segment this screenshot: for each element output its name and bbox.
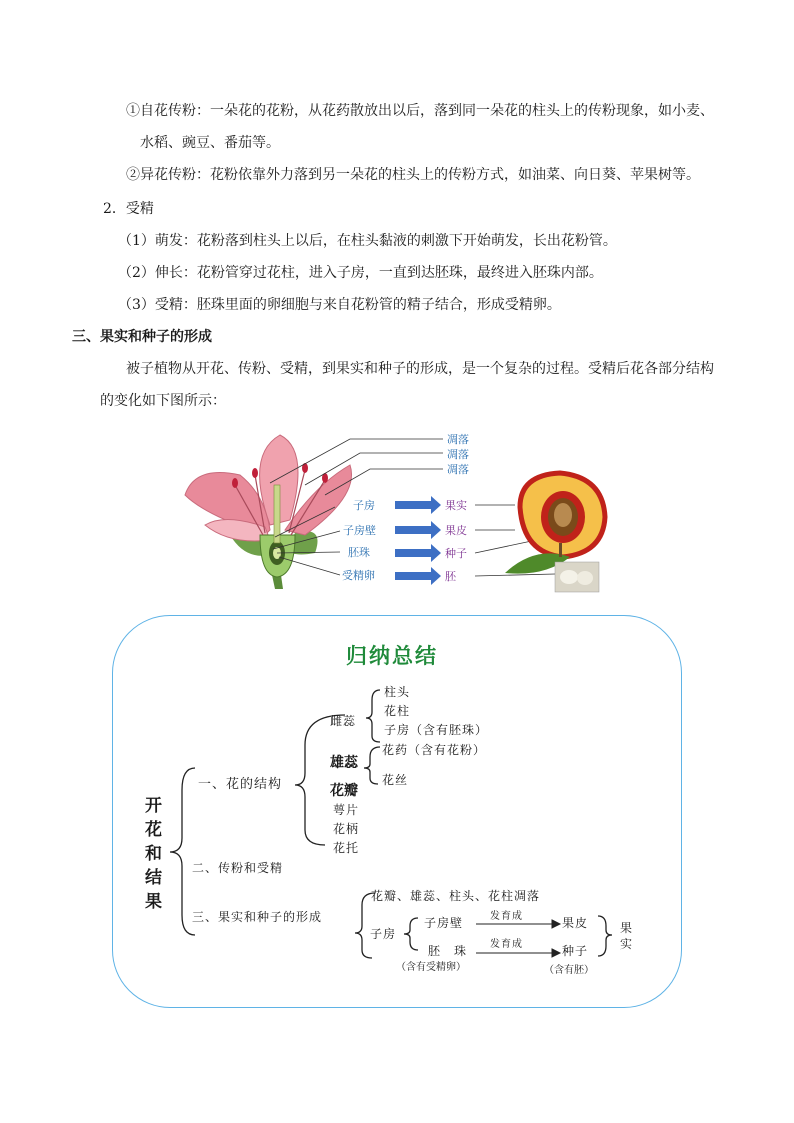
peel-node: 果皮 <box>562 916 589 930</box>
seed-note: （含有胚） <box>544 965 594 976</box>
wither-label: 凋落 <box>447 448 469 461</box>
fertilization-step-elongate: （2）伸长：花粉管穿过花柱，进入子房，一直到达胚珠，最终进入胚珠内部。 <box>118 265 603 281</box>
label-seed: 种子 <box>445 547 467 560</box>
branch-pollination: 二、传粉和受精 <box>192 861 284 875</box>
ovule-note: （含有受精卵） <box>396 962 466 973</box>
branch-fruit-seed: 三、果实和种子的形成 <box>192 910 323 924</box>
fruit-char: 果 <box>620 921 634 935</box>
pistil-label: 雌蕊 <box>330 714 357 728</box>
root-char: 果 <box>145 892 162 912</box>
label-ovary-wall: 子房壁 <box>343 524 376 537</box>
root-char: 开 <box>145 796 162 816</box>
develop-label: 发育成 <box>490 939 523 950</box>
ovule-node: 胚 珠 <box>428 944 468 958</box>
wither-label: 凋落 <box>447 433 469 446</box>
summary-title: 归纳总结 <box>346 643 438 668</box>
other-part: 花柄 <box>333 822 360 836</box>
seed-node: 种子 <box>562 944 589 958</box>
fertilization-heading: 2．受精 <box>103 201 154 217</box>
stamen-label: 雄蕊 <box>330 755 358 771</box>
section-3-heading: 三、果实和种子的形成 <box>72 329 212 345</box>
root-char: 花 <box>145 820 162 840</box>
cross-pollination: ②异花传粉：花粉依靠外力落到另一朵花的柱头上的传粉方式，如油菜、向日葵、苹果树等。 <box>126 167 700 183</box>
section-3-paragraph-line2: 的变化如下图所示： <box>100 393 226 409</box>
label-zygote: 受精卵 <box>342 569 375 582</box>
fertilization-step-fertilize: （3）受精：胚珠里面的卵细胞与来自花粉管的精子结合，形成受精卵。 <box>118 297 561 313</box>
self-pollination-line2: 水稻、豌豆、番茄等。 <box>140 135 280 151</box>
label-ovary: 子房 <box>353 499 375 512</box>
stamen-part: 花丝 <box>382 773 409 787</box>
stamen-part: 花药（含有花粉） <box>382 743 487 757</box>
root-char: 结 <box>145 868 162 888</box>
petal-label: 花瓣 <box>330 783 358 799</box>
self-pollination-line1: ①自花传粉：一朵花的花粉，从花药散放出以后，落到同一朵花的柱头上的传粉现象，如小麦、 <box>126 103 714 119</box>
fruit-char: 实 <box>620 937 634 951</box>
pistil-part: 花柱 <box>384 704 411 718</box>
section-3-paragraph-line1: 被子植物从开花、传粉、受精，到果实和种子的形成，是一个复杂的过程。受精后花各部分结构 <box>126 361 714 377</box>
wither-label: 凋落 <box>447 463 469 476</box>
root-char: 和 <box>145 844 162 864</box>
label-embryo: 胚 <box>445 570 456 583</box>
develop-label: 发育成 <box>490 911 523 922</box>
label-peel: 果皮 <box>445 524 467 537</box>
wither-parts: 花瓣、雄蕊、柱头、花柱凋落 <box>371 889 541 903</box>
label-ovule: 胚珠 <box>348 546 370 559</box>
label-fruit: 果实 <box>445 499 467 512</box>
ovary-node: 子房 <box>370 927 397 941</box>
other-part: 花托 <box>333 841 360 855</box>
fertilization-step-germinate: （1）萌发：花粉落到柱头上以后，在柱头黏液的刺激下开始萌发，长出花粉管。 <box>118 233 617 249</box>
pistil-part: 子房（含有胚珠） <box>384 723 489 737</box>
other-part: 萼片 <box>333 803 360 817</box>
pistil-part: 柱头 <box>384 685 411 699</box>
branch-flower-structure: 一、花的结构 <box>198 777 283 792</box>
ovary-wall-node: 子房壁 <box>424 916 464 930</box>
